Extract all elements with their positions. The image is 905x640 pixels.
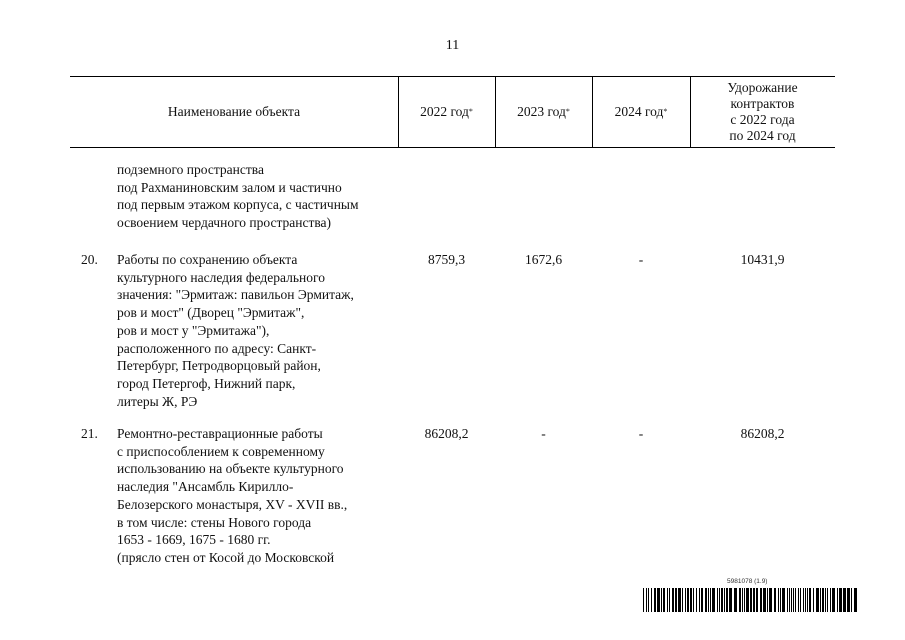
row-object-name: Работы по сохранению объекта культурного наследия федерального значения: "Эрмитаж: павильон Эрмитаж, ров и мост" (Дворец "Эрмитаж", ров и мост у "Эрмитажа"), расположенного по адресу: Санкт- Петербург, Петродворцовый район, город Петергоф, Нижний парк, литеры Ж, РЭ [117, 252, 354, 409]
header-cost-increase [690, 76, 835, 147]
header-cost-increase-label: Удорожание контрактов с 2022 года по 2024 год [727, 79, 798, 143]
header-2024-label: 2024 год [614, 103, 664, 119]
header-object-name-label: Наименование объекта [167, 103, 301, 119]
header-2023-label: 2023 год [517, 103, 566, 119]
row-continuation-text: подземного пространства под Рахманиновским залом и частично под первым этажом корпуса, с частичным освоением чердачного пространства) [117, 162, 359, 231]
row-value-2023: 1672,6 [524, 252, 563, 267]
header-2024: 2024 год * [614, 103, 668, 119]
header-2023: 2023 год * [517, 103, 570, 119]
row-value-2022: 86208,2 [424, 426, 469, 441]
row-value-increase: 10431,9 [740, 252, 785, 267]
row-number: 20. [81, 252, 98, 267]
barcode-label: 5981078 (1.9) [727, 578, 768, 585]
row-value-2023: - [541, 426, 546, 441]
page-number: 11 [445, 38, 460, 53]
row-value-increase: 86208,2 [740, 426, 785, 441]
header-2022-label: 2022 год [420, 103, 469, 119]
row-object-name: Ремонтно-реставрационные работы с приспособлением к современному использованию на объекте культурного наследия "Ансамбль Кирилло- Белозерского монастыря, XV - XVII вв., в том числе: стены Нового города 1653 - 1669, 1675 - 1680 гг. (прясло стен от Косой до Московской [117, 426, 348, 565]
table-header-bottom-rule [70, 147, 835, 148]
row-value-2022: 8759,3 [427, 252, 466, 267]
barcode-image [643, 588, 859, 612]
header-2022: 2022 год * [420, 103, 473, 119]
row-value-2024: - [638, 426, 644, 441]
row-value-2024: - [638, 252, 644, 267]
header-object-name [70, 76, 398, 147]
row-number: 21. [81, 426, 98, 441]
